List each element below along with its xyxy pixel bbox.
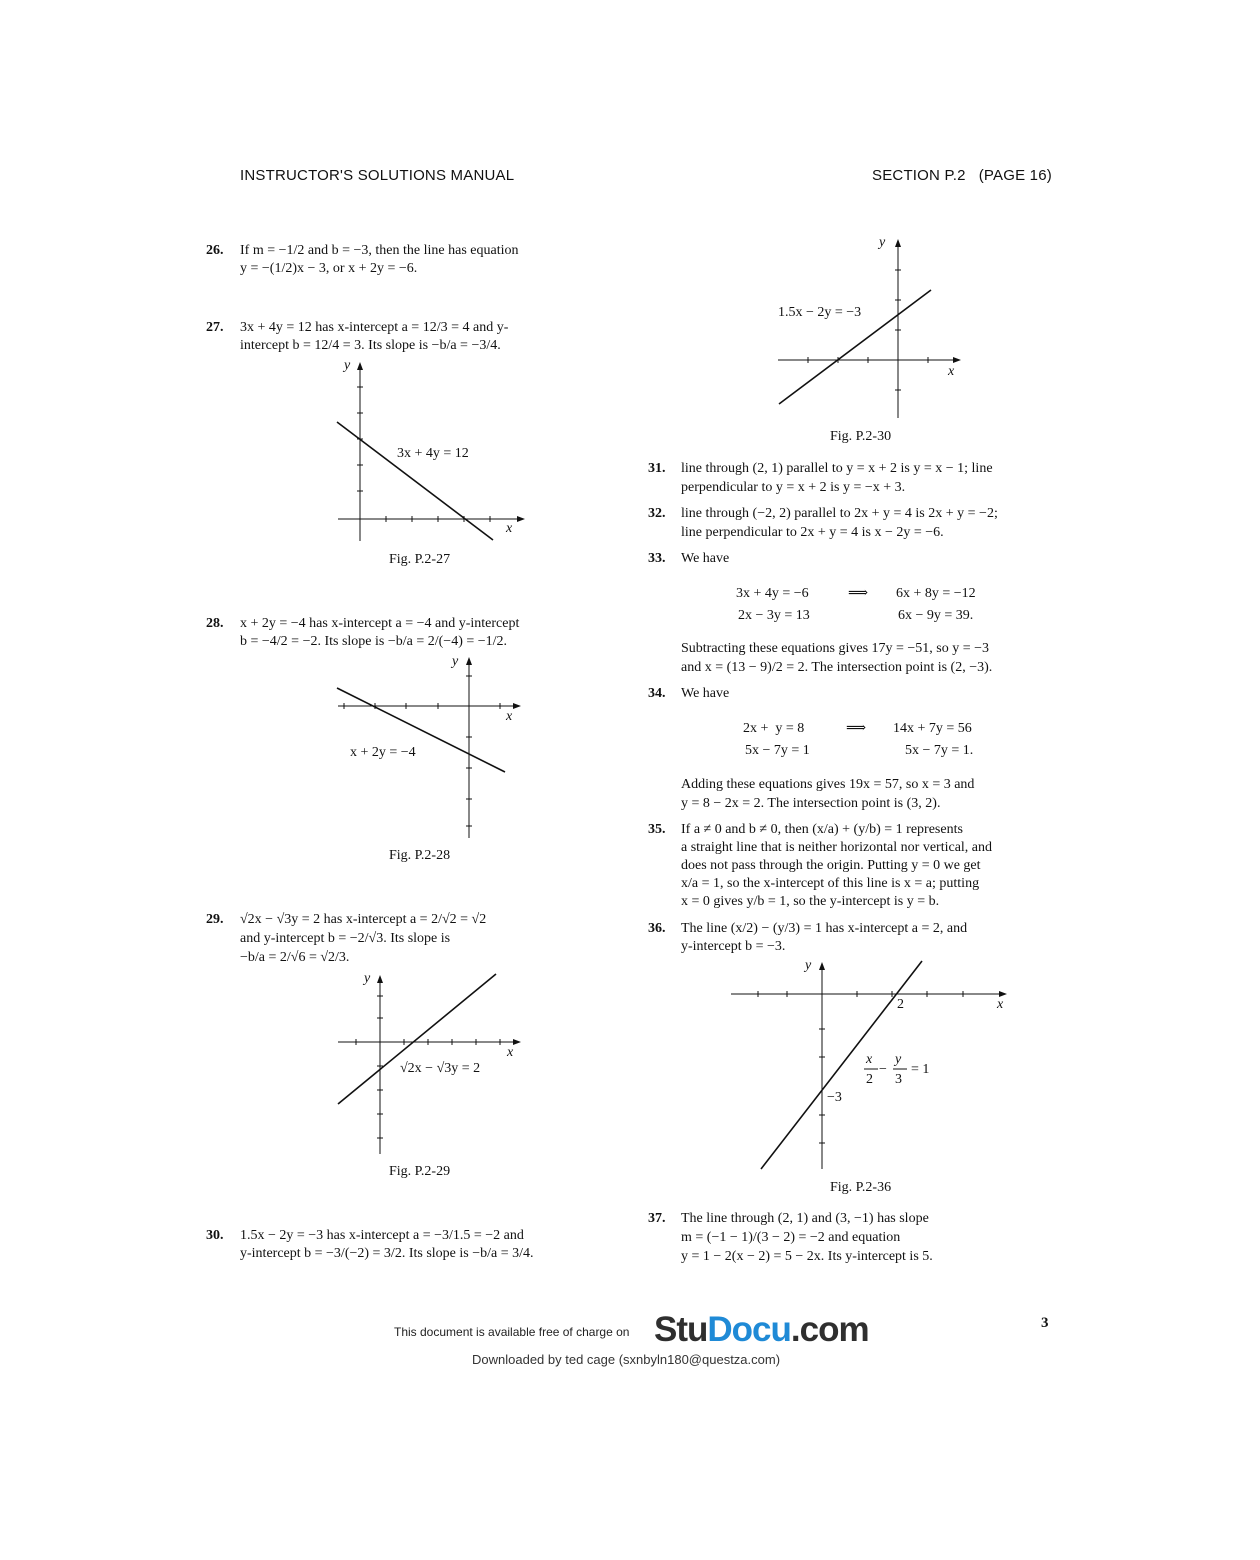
problem-line: does not pass through the origin. Putting y = 0 we get	[681, 858, 981, 873]
problem-number: 28.	[206, 616, 224, 631]
studocu-logo-link[interactable]	[654, 1310, 869, 1350]
problem-line: The line through (2, 1) and (3, −1) has slope	[681, 1211, 929, 1226]
y-arrow-icon	[895, 239, 901, 247]
problem-line: y-intercept b = −3.	[681, 939, 786, 954]
footer-downloaded-text: Downloaded by ted cage (sxnbyln180@questza.com)	[472, 1352, 781, 1367]
figure-caption: Fig. P.2-27	[389, 552, 451, 567]
figure-p2-29	[330, 966, 530, 1158]
page-number: 3	[1041, 1315, 1049, 1331]
y-arrow-icon	[819, 962, 825, 970]
problem-line: Adding these equations gives 19x = 57, so x = 3 and	[681, 777, 975, 792]
footer-available-text: This document is available free of charge on	[394, 1325, 630, 1339]
y-arrow-icon	[377, 975, 383, 983]
x-axis-label: x	[506, 709, 513, 724]
problem-number: 27.	[206, 320, 224, 335]
minus-sign: −	[879, 1062, 887, 1077]
fraction-denominator: 2	[866, 1072, 873, 1087]
line-sqrt2x-sqrt3y-2	[338, 974, 496, 1104]
line-equation-label: 1.5x − 2y = −3	[778, 305, 862, 320]
problem-line: a straight line that is neither horizontal nor vertical, and	[681, 840, 993, 855]
problem-number: 35.	[648, 822, 666, 837]
problem-line: perpendicular to y = x + 2 is y = −x + 3.	[681, 480, 906, 495]
logo-com: .com	[790, 1310, 869, 1349]
problem-line: line through (2, 1) parallel to y = x + 2 is y = x − 1; line	[681, 461, 993, 476]
problem-line: If a ≠ 0 and b ≠ 0, then (x/a) + (y/b) = 1 represents	[681, 822, 963, 837]
x-arrow-icon	[513, 1039, 521, 1045]
problem-line: line perpendicular to 2x + y = 4 is x − 2y = −6.	[681, 525, 944, 540]
problem-line: 1.5x − 2y = −3 has x-intercept a = −3/1.5 = −2 and	[240, 1228, 524, 1243]
figure-p2-30	[770, 232, 970, 424]
y-arrow-icon	[466, 657, 472, 665]
x-axis-label: x	[997, 997, 1004, 1012]
problem-number: 37.	[648, 1211, 666, 1226]
equation-rhs: = 1	[911, 1062, 930, 1077]
problem-line: intercept b = 12/4 = 3. Its slope is −b/a = −3/4.	[240, 338, 501, 353]
problem-line: If m = −1/2 and b = −3, then the line has equation	[240, 243, 519, 258]
problem-line: and y-intercept b = −2/√3. Its slope is	[240, 931, 451, 946]
running-header-left: INSTRUCTOR'S SOLUTIONS MANUAL	[240, 167, 515, 184]
problem-line: y = −(1/2)x − 3, or x + 2y = −6.	[240, 261, 418, 276]
x-arrow-icon	[517, 516, 525, 522]
figure-p2-27	[330, 355, 530, 545]
fraction-denominator: 3	[895, 1072, 902, 1087]
system-eq: 5x − 7y = 1	[745, 743, 810, 758]
problem-number: 32.	[648, 506, 666, 521]
problem-line: y = 8 − 2x = 2. The intersection point is (3, 2).	[681, 796, 941, 811]
problem-line: line through (−2, 2) parallel to 2x + y = 4 is 2x + y = −2;	[681, 506, 998, 521]
system-eq: 6x + 8y = −12	[896, 586, 976, 601]
problem-number: 33.	[648, 551, 666, 566]
y-axis-label: y	[344, 358, 351, 373]
x-axis-label: x	[948, 364, 955, 379]
x-axis-label: x	[506, 521, 513, 536]
problem-line: −b/a = 2/√6 = √2/3.	[240, 950, 350, 965]
y-axis-label: y	[452, 654, 459, 669]
problem-number: 26.	[206, 243, 224, 258]
implies-symbol: ⟹	[846, 721, 867, 736]
x-axis-label: x	[507, 1045, 514, 1060]
figure-caption: Fig. P.2-36	[830, 1180, 892, 1195]
system-eq: 6x − 9y = 39.	[898, 608, 974, 623]
figure-p2-36	[725, 955, 1015, 1175]
problem-line: m = (−1 − 1)/(3 − 2) = −2 and equation	[681, 1230, 901, 1245]
system-eq: 2x − 3y = 13	[738, 608, 810, 623]
y-arrow-icon	[357, 362, 363, 370]
problem-line: x + 2y = −4 has x-intercept a = −4 and y-intercept	[240, 616, 520, 631]
system-eq: 3x + 4y = −6	[736, 586, 809, 601]
figure-caption: Fig. P.2-29	[389, 1164, 451, 1179]
system-eq: 14x + 7y = 56	[893, 721, 972, 736]
problem-line: The line (x/2) − (y/3) = 1 has x-intercept a = 2, and	[681, 921, 968, 936]
problem-line: b = −4/2 = −2. Its slope is −b/a = 2/(−4) = −1/2.	[240, 634, 508, 649]
logo-stu: Stu	[654, 1310, 708, 1349]
x-arrow-icon	[513, 703, 521, 709]
y-axis-label: y	[364, 971, 371, 986]
running-header-right: SECTION P.2 (PAGE 16)	[872, 167, 1052, 184]
problem-number: 29.	[206, 912, 224, 927]
problem-line: y-intercept b = −3/(−2) = 3/2. Its slope is −b/a = 3/4.	[240, 1246, 534, 1261]
logo-docu: Docu	[707, 1310, 791, 1349]
line-equation-label: √2x − √3y = 2	[400, 1061, 481, 1076]
problem-line: Subtracting these equations gives 17y = −51, so y = −3	[681, 641, 990, 656]
system-eq: 2x + y = 8	[743, 721, 805, 736]
problem-line: and x = (13 − 9)/2 = 2. The intersection point is (2, −3).	[681, 660, 993, 675]
x-arrow-icon	[953, 357, 961, 363]
y-intercept-label: −3	[827, 1090, 842, 1105]
fraction-numerator: x	[866, 1052, 873, 1067]
problem-number: 36.	[648, 921, 666, 936]
y-axis-label: y	[879, 235, 886, 250]
problem-line: x = 0 gives y/b = 1, so the y-intercept is y = b.	[681, 894, 940, 909]
figure-caption: Fig. P.2-28	[389, 848, 451, 863]
problem-number: 31.	[648, 461, 666, 476]
x-intercept-label: 2	[897, 997, 904, 1012]
problem-line: y = 1 − 2(x − 2) = 5 − 2x. Its y-intercept is 5.	[681, 1249, 933, 1264]
problem-intro: We have	[681, 551, 730, 566]
fraction-numerator: y	[895, 1052, 902, 1067]
line-equation-label: 3x + 4y = 12	[397, 446, 469, 461]
problem-number: 30.	[206, 1228, 224, 1243]
figure-caption: Fig. P.2-30	[830, 429, 892, 444]
problem-intro: We have	[681, 686, 730, 701]
problem-line: x/a = 1, so the x-intercept of this line is x = a; putting	[681, 876, 980, 891]
problem-line: 3x + 4y = 12 has x-intercept a = 12/3 = 4 and y-	[240, 320, 509, 335]
system-eq: 5x − 7y = 1.	[905, 743, 974, 758]
line-equation-label: x + 2y = −4	[350, 745, 416, 760]
problem-number: 34.	[648, 686, 666, 701]
problem-line: √2x − √3y = 2 has x-intercept a = 2/√2 = √2	[240, 912, 487, 927]
figure-p2-28	[330, 650, 530, 845]
implies-symbol: ⟹	[848, 586, 869, 601]
y-axis-label: y	[805, 958, 812, 973]
